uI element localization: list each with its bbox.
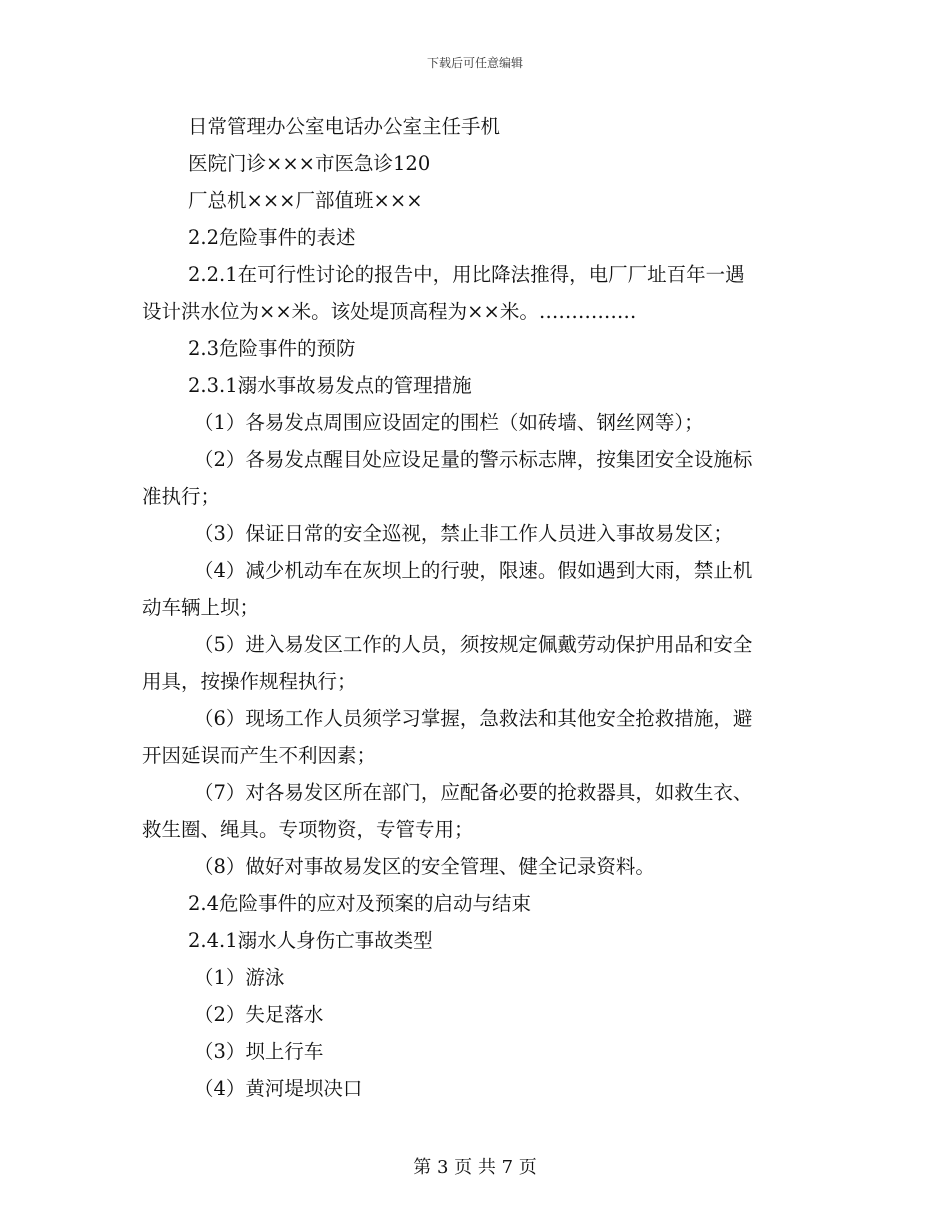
paragraph-line: 2.3危险事件的预防 xyxy=(188,337,356,360)
paragraph-line: 2.4危险事件的应对及预案的启动与结束 xyxy=(188,892,532,915)
paragraph-line: （5）进入易发区工作的人员，须按规定佩戴劳动保护用品和安全 xyxy=(194,633,753,656)
paragraph-line: 开因延误而产生不利因素； xyxy=(142,744,377,767)
paragraph-line: （6）现场工作人员须学习掌握，急救法和其他安全抢救措施，避 xyxy=(194,707,753,730)
paragraph-line: （3）保证日常的安全巡视，禁止非工作人员进入事故易发区； xyxy=(194,522,733,545)
document-body xyxy=(142,108,812,1107)
page-header: 下载后可任意编辑 xyxy=(426,56,523,70)
paragraph-line: （1）游泳 xyxy=(194,966,285,989)
page-footer: 第 3 页 共 7 页 xyxy=(413,1157,537,1178)
paragraph-line: 医院门诊×××市医急诊120 xyxy=(188,152,431,175)
paragraph-line: 2.2危险事件的表述 xyxy=(188,226,356,249)
paragraph-line: 救生圈、绳具。专项物资，专管专用； xyxy=(142,818,474,841)
paragraph-line: 准执行； xyxy=(142,485,221,508)
paragraph-line: 设计洪水位为××米。该处堤顶高程为××米。…………… xyxy=(142,300,637,323)
paragraph-line: （7）对各易发区所在部门，应配备必要的抢救器具，如救生衣、 xyxy=(194,781,753,804)
paragraph-line: （4）减少机动车在灰坝上的行驶，限速。假如遇到大雨，禁止机 xyxy=(194,559,753,582)
paragraph-line: （1）各易发点周围应设固定的围栏（如砖墙、钢丝网等）； xyxy=(194,411,704,434)
paragraph-line: 日常管理办公室电话办公室主任手机 xyxy=(188,115,501,138)
paragraph-line: 2.4.1溺水人身伤亡事故类型 xyxy=(188,929,433,952)
paragraph-line: 动车辆上坝； xyxy=(142,596,260,619)
paragraph-line: 厂总机×××厂部值班××× xyxy=(188,189,423,212)
paragraph-line: 2.3.1溺水事故易发点的管理措施 xyxy=(188,374,472,397)
paragraph-line: （3）坝上行车 xyxy=(194,1040,324,1063)
paragraph-line: （2）失足落水 xyxy=(194,1003,324,1026)
paragraph-line: （8）做好对事故易发区的安全管理、健全记录资料。 xyxy=(194,855,655,878)
paragraph-line: （2）各易发点醒目处应设足量的警示标志牌，按集团安全设施标 xyxy=(194,448,753,471)
paragraph-line: 用具，按操作规程执行； xyxy=(142,670,357,693)
paragraph-line: 2.2.1在可行性讨论的报告中，用比降法推得，电厂厂址百年一遇 xyxy=(188,263,745,286)
paragraph-line: （4）黄河堤坝决口 xyxy=(194,1077,363,1100)
